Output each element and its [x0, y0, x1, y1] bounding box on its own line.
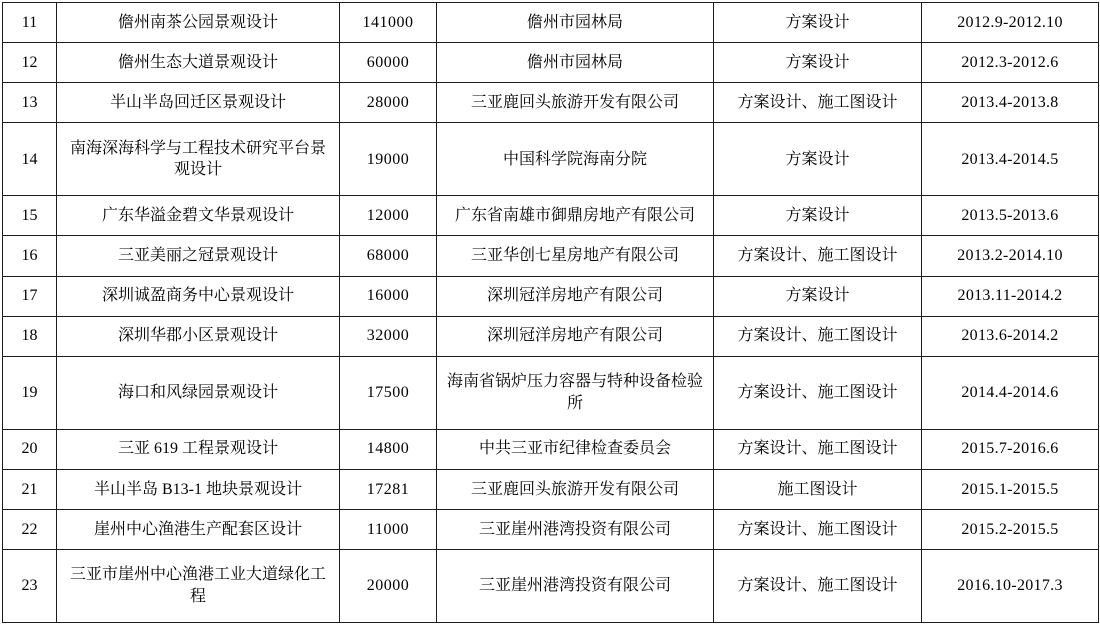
cell-area-value: 14800 [340, 429, 437, 469]
cell-client-name: 三亚崖州港湾投资有限公司 [437, 509, 714, 549]
cell-project-name: 海口和风绿园景观设计 [57, 356, 340, 429]
cell-area-value: 20000 [340, 550, 437, 623]
cell-project-name: 三亚美丽之冠景观设计 [57, 236, 340, 276]
table-row [3, 276, 1099, 316]
cell-client-name: 中共三亚市纪律检查委员会 [437, 429, 714, 469]
cell-design-scope: 方案设计、施工图设计 [714, 316, 922, 356]
cell-design-scope: 方案设计 [714, 3, 922, 43]
cell-time-period: 2013.4-2014.5 [922, 123, 1099, 196]
cell-client-name: 儋州市园林局 [437, 43, 714, 83]
table-row [3, 550, 1099, 623]
cell-time-period: 2013.6-2014.2 [922, 316, 1099, 356]
table-row [3, 123, 1099, 196]
table-row [3, 196, 1099, 236]
table-row [3, 83, 1099, 123]
cell-project-name: 三亚 619 工程景观设计 [57, 429, 340, 469]
cell-area-value: 32000 [340, 316, 437, 356]
cell-client-name: 儋州市园林局 [437, 3, 714, 43]
table-row [3, 236, 1099, 276]
cell-row-number: 18 [3, 316, 57, 356]
table-row [3, 316, 1099, 356]
cell-area-value: 16000 [340, 276, 437, 316]
cell-client-name: 三亚华创七星房地产有限公司 [437, 236, 714, 276]
cell-row-number: 12 [3, 43, 57, 83]
cell-time-period: 2012.9-2012.10 [922, 3, 1099, 43]
cell-client-name: 广东省南雄市御鼎房地产有限公司 [437, 196, 714, 236]
cell-client-name: 三亚鹿回头旅游开发有限公司 [437, 469, 714, 509]
cell-client-name: 深圳冠洋房地产有限公司 [437, 276, 714, 316]
cell-design-scope: 方案设计、施工图设计 [714, 550, 922, 623]
cell-time-period: 2013.2-2014.10 [922, 236, 1099, 276]
cell-area-value: 60000 [340, 43, 437, 83]
cell-time-period: 2012.3-2012.6 [922, 43, 1099, 83]
table-row [3, 509, 1099, 549]
cell-row-number: 13 [3, 83, 57, 123]
cell-design-scope: 方案设计、施工图设计 [714, 429, 922, 469]
cell-area-value: 28000 [340, 83, 437, 123]
cell-area-value: 12000 [340, 196, 437, 236]
cell-row-number: 11 [3, 3, 57, 43]
table-row [3, 469, 1099, 509]
cell-design-scope: 方案设计 [714, 123, 922, 196]
cell-row-number: 22 [3, 509, 57, 549]
cell-time-period: 2014.4-2014.6 [922, 356, 1099, 429]
cell-project-name: 半山半岛回迁区景观设计 [57, 83, 340, 123]
cell-design-scope: 方案设计、施工图设计 [714, 509, 922, 549]
cell-project-name: 深圳诚盈商务中心景观设计 [57, 276, 340, 316]
cell-time-period: 2013.11-2014.2 [922, 276, 1099, 316]
cell-client-name: 深圳冠洋房地产有限公司 [437, 316, 714, 356]
cell-client-name: 海南省锅炉压力容器与特种设备检验所 [437, 356, 714, 429]
table-row [3, 356, 1099, 429]
cell-area-value: 68000 [340, 236, 437, 276]
cell-area-value: 19000 [340, 123, 437, 196]
cell-time-period: 2015.1-2015.5 [922, 469, 1099, 509]
cell-area-value: 17500 [340, 356, 437, 429]
cell-project-name: 广东华溢金碧文华景观设计 [57, 196, 340, 236]
cell-project-name: 儋州生态大道景观设计 [57, 43, 340, 83]
cell-row-number: 23 [3, 550, 57, 623]
table-row [3, 3, 1099, 43]
cell-project-name: 深圳华郡小区景观设计 [57, 316, 340, 356]
table-row [3, 43, 1099, 83]
cell-design-scope: 方案设计、施工图设计 [714, 83, 922, 123]
cell-project-name: 半山半岛 B13-1 地块景观设计 [57, 469, 340, 509]
cell-row-number: 17 [3, 276, 57, 316]
cell-project-name: 三亚市崖州中心渔港工业大道绿化工程 [57, 550, 340, 623]
cell-time-period: 2013.5-2013.6 [922, 196, 1099, 236]
cell-area-value: 141000 [340, 3, 437, 43]
cell-row-number: 19 [3, 356, 57, 429]
cell-client-name: 三亚鹿回头旅游开发有限公司 [437, 83, 714, 123]
cell-time-period: 2015.7-2016.6 [922, 429, 1099, 469]
cell-row-number: 14 [3, 123, 57, 196]
projects-table [2, 2, 1099, 623]
cell-time-period: 2015.2-2015.5 [922, 509, 1099, 549]
cell-client-name: 中国科学院海南分院 [437, 123, 714, 196]
cell-project-name: 崖州中心渔港生产配套区设计 [57, 509, 340, 549]
cell-design-scope: 方案设计、施工图设计 [714, 236, 922, 276]
cell-row-number: 16 [3, 236, 57, 276]
cell-client-name: 三亚崖州港湾投资有限公司 [437, 550, 714, 623]
cell-design-scope: 方案设计、施工图设计 [714, 356, 922, 429]
table-row [3, 429, 1099, 469]
cell-design-scope: 方案设计 [714, 276, 922, 316]
cell-design-scope: 施工图设计 [714, 469, 922, 509]
cell-row-number: 15 [3, 196, 57, 236]
cell-area-value: 11000 [340, 509, 437, 549]
cell-project-name: 南海深海科学与工程技术研究平台景观设计 [57, 123, 340, 196]
cell-area-value: 17281 [340, 469, 437, 509]
cell-design-scope: 方案设计 [714, 196, 922, 236]
cell-row-number: 20 [3, 429, 57, 469]
cell-row-number: 21 [3, 469, 57, 509]
cell-project-name: 儋州南茶公园景观设计 [57, 3, 340, 43]
cell-design-scope: 方案设计 [714, 43, 922, 83]
cell-time-period: 2013.4-2013.8 [922, 83, 1099, 123]
cell-time-period: 2016.10-2017.3 [922, 550, 1099, 623]
table-body [3, 3, 1099, 623]
